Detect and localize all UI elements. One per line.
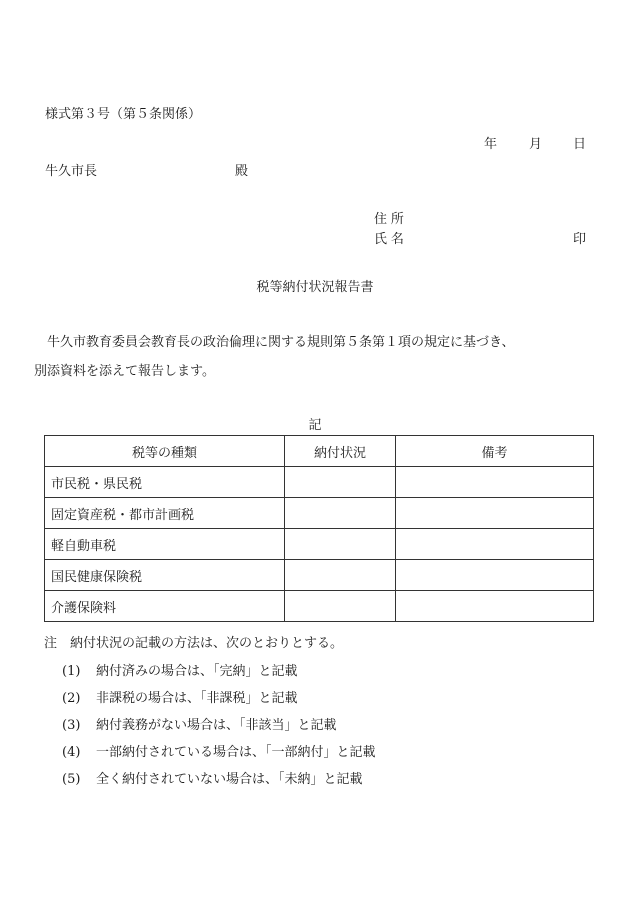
table-row — [45, 498, 594, 529]
note-item-number: (4) — [62, 745, 81, 760]
payment-status-cell[interactable] — [285, 560, 396, 591]
table-header-row — [45, 436, 594, 467]
note-item — [62, 768, 363, 787]
note-item-number: (5) — [62, 772, 81, 787]
date-line — [0, 133, 630, 151]
date-day-label: 日 — [573, 137, 587, 152]
body-paragraph — [34, 328, 594, 386]
remarks-cell[interactable] — [396, 467, 594, 498]
note-item-text: 納付済みの場合は、「完納」と記載 — [96, 664, 298, 679]
tax-type-cell: 市民税・県民税 — [45, 467, 285, 498]
addressee-line — [45, 160, 605, 178]
address-label: 住所 — [374, 212, 408, 227]
tax-type-cell: 固定資産税・都市計画税 — [45, 498, 285, 529]
addressee-name: 牛久市長 — [45, 164, 98, 179]
remarks-cell[interactable] — [396, 560, 594, 591]
header-payment-status: 納付状況 — [285, 436, 396, 467]
note-item — [62, 741, 376, 760]
addressee-honorific: 殿 — [235, 164, 249, 179]
header-tax-type: 税等の種類 — [45, 436, 285, 467]
table-row — [45, 467, 594, 498]
payment-status-cell[interactable] — [285, 498, 396, 529]
remarks-cell[interactable] — [396, 529, 594, 560]
form-number: 様式第３号（第５条関係） — [45, 107, 202, 122]
remarks-cell[interactable] — [396, 591, 594, 622]
note-item — [62, 687, 298, 706]
document-title: 税等納付状況報告書 — [256, 280, 374, 295]
tax-type-cell: 国民健康保険税 — [45, 560, 285, 591]
payment-status-cell[interactable] — [285, 467, 396, 498]
note-item-text: 一部納付されている場合は、「一部納付」と記載 — [96, 745, 376, 760]
note-heading: 注 納付状況の記載の方法は、次のとおりとする。 — [44, 636, 344, 651]
tax-status-table — [44, 435, 594, 622]
payment-status-cell[interactable] — [285, 529, 396, 560]
ki-heading: 記 — [308, 418, 322, 433]
note-item — [62, 660, 298, 679]
note-item-number: (2) — [62, 691, 81, 706]
table-row — [45, 560, 594, 591]
seal-mark: 印 — [573, 232, 587, 247]
note-item-number: (1) — [62, 664, 81, 679]
body-line-1: 牛久市教育委員会教育長の政治倫理に関する規則第５条第１項の規定に基づき、 — [47, 335, 515, 350]
date-month-label: 月 — [529, 137, 543, 152]
tax-type-cell: 介護保険料 — [45, 591, 285, 622]
table-row — [45, 529, 594, 560]
note-item-text: 納付義務がない場合は、「非該当」と記載 — [96, 718, 337, 733]
tax-type-cell: 軽自動車税 — [45, 529, 285, 560]
remarks-cell[interactable] — [396, 498, 594, 529]
note-item-text: 全く納付されていない場合は、「未納」と記載 — [96, 772, 363, 787]
payment-status-cell[interactable] — [285, 591, 396, 622]
note-item-text: 非課税の場合は、「非課税」と記載 — [96, 691, 298, 706]
note-item — [62, 714, 337, 733]
name-label: 氏名 — [374, 232, 408, 247]
note-item-number: (3) — [62, 718, 81, 733]
date-year-label: 年 — [484, 137, 498, 152]
table-row — [45, 591, 594, 622]
header-remarks: 備考 — [396, 436, 594, 467]
body-line-2: 別添資料を添えて報告します。 — [34, 364, 215, 379]
